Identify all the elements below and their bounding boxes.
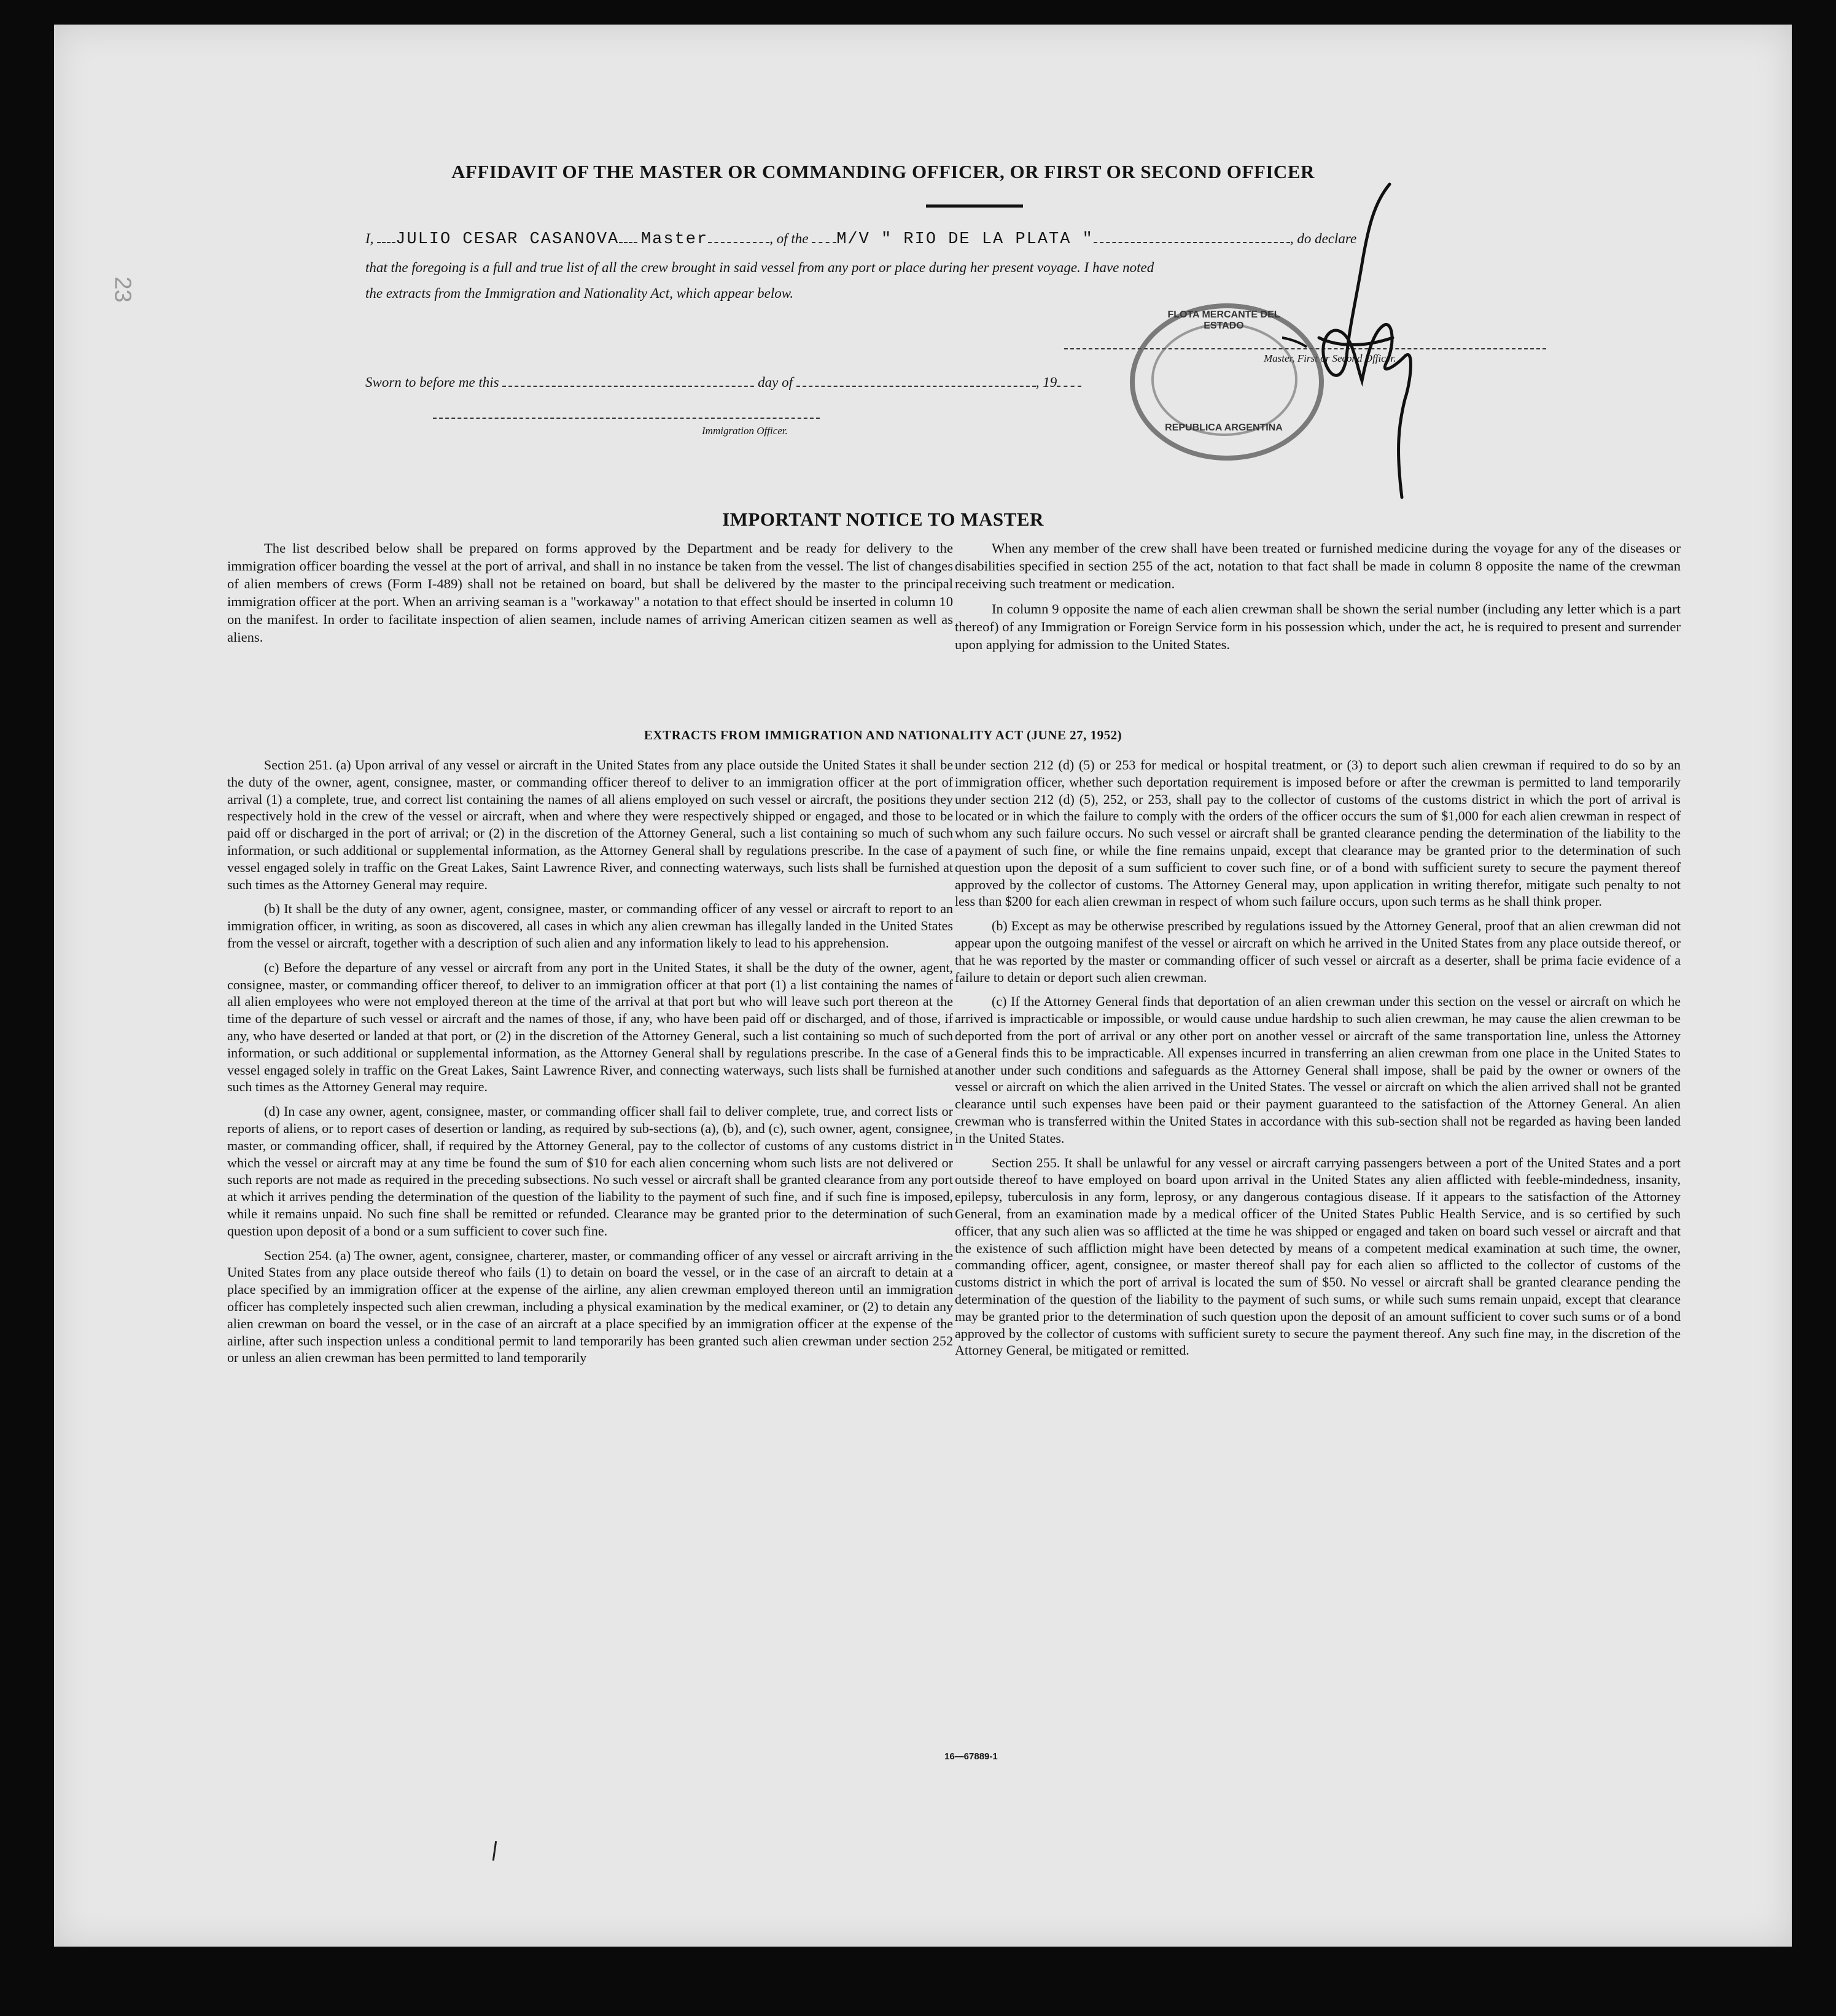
section-251c: (c) Before the departure of any vessel or aircraft from any port in the United States, it shall be the duty of the owner, agent, consignee, master, or commanding officer thereof, to deliver to an immigration officer at that port (1) a list containing the names of all alien employees who were not employed thereon at the time of the arrival at that port but who will leave such port thereon at the time of the departure of such vessel or aircraft and the names of those, if any, who have been paid off or discharged, and of those, if any, who have deserted or landed at that port, or (2) in the discretion of the Attorney General, such a list containing so much of such information, or such additional or supplemental information, as the Attorney General shall by regulations prescribe. In the case of a vessel engaged solely in traffic on the Great Lakes, Saint Lawrence River, and connecting waterways, such lists shall be furnished at such times as the Attorney General may require. [227,959,953,1095]
section-254c: (c) If the Attorney General finds that deportation of an alien crewman under this section on the vessel or aircraft on which he arrived is impracticable or impossible, or would cause undue hardship to such alien crewman, he may cause the alien crewman to be deported from the port of arrival or any other port on another vessel or aircraft of the same transportation line, unless the Attorney General finds this to be impracticable. All expenses incurred in transferring an alien crewman from one place in the United States to another under such conditions and safeguards as the Attorney General shall impose, shall be paid by the owner or owners of the vessel or aircraft on which the alien arrived in the United States. The vessel or aircraft on which the alien arrived shall not be granted clearance until such expenses have been paid or their payment guaranteed to the satisfaction of the Attorney General. An alien crewman who is transferred within the United States in accordance with this sub-section shall not be regarded as having been landed in the United States. [955,994,1681,1146]
officer-rank: Master [640,230,709,249]
section-255: Section 255. It shall be unlawful for any vessel or aircraft carrying passengers between a port of the United States and a port outside thereof to have employed on board upon arrival in the United States any alien afflicted with feeble-mindedness, insanity, epilepsy, tuberculosis in any form, leprosy, or any dangerous contagious disease. If it appears to the satisfaction of the Attorney General, from an examination made by a medical officer of the United States Public Health Service, and is so certified by such officer, that any such alien was so afflicted at the time he was shipped or engaged and taken on board such vessel or aircraft and that the existence of such affliction might have been detected by means of a competent medical examination at such time, the owner, commanding officer, agent, consignee, or master thereof shall pay for each alien so afflicted to the collector of customs of the customs district in which the port of arrival is located the sum of $50. No vessel or aircraft shall be granted clearance pending the determination of the question of the liability to the payment of such sums, or while such sums remain unpaid, except that clearance may be granted prior to the determination of such question upon the deposit of an amount sufficient to cover such sums or of a bond approved by the collector of customs with sufficient surety to secure the payment thereof. Any such fine may, in the discretion of the Attorney General, be mitigated or remitted. [955,1154,1681,1358]
officer-name: JULIO CESAR CASANOVA [395,230,620,249]
handwritten-signature [1282,178,1479,522]
vessel-name: M/V " RIO DE LA PLATA " [836,230,1094,249]
declaration-body-2: the extracts from the Immigration and Nationality Act, which appear below. [365,286,794,301]
section-251d: (d) In case any owner, agent, consignee, master, or commanding officer shall fail to deliver complete, true, and correct lists or reports of aliens, or to report cases of desertion or landing, as required by sub-sections (a), (b), and (c), such owner, agent, consignee, master, or commanding officer, shall, if required by the Attorney General, pay to the collector of customs of any customs district in which the vessel or aircraft may at any time be found the sum of $10 for each alien concerning whom such lists are not delivered or such reports are not made as required in the preceding subsections. No such vessel or aircraft shall be granted clearance from any port at which it arrives pending the determination of the question of the liability to the payment of such fine, and if such fine is imposed, while it remains unpaid. No such fine shall be remitted or refunded. Clearance may be granted prior to the determination of such question upon deposit of a bond or a sum sufficient to cover such fine. [227,1103,953,1239]
title-rule [926,204,1023,208]
do-declare-label: do declare [1297,231,1357,246]
extracts-title: EXTRACTS FROM IMMIGRATION AND NATIONALITY ACT (JUNE 27, 1952) [644,728,1122,742]
declaration-body-1: that the foregoing is a full and true list of all the crew brought in said vessel from any port or place during her present voyage. I have noted [365,260,1154,275]
section-254a-continued: under section 212 (d) (5) or 253 for medical or hospital treatment, or (3) to deport such alien crewman if required to do so by an immigration officer, whether such deportation requirement is imposed before or after the crewman is permitted to land temporarily under section 212 (d) (5), 252, or 253, shall pay to the collector of customs of the customs district in which the port of arrival is located or in which the failure to comply with the orders of the officer occurs the sum of $1,000 for each alien crewman in respect of whom any such failure occurs. No such vessel or aircraft shall be granted clearance pending the determination of the liability to the payment of such fine, or while the fine remains unpaid, except that clearance may be granted prior to the determination of such question upon the deposit of a sum sufficient to cover such fine, or of a bond with sufficient surety to secure the payment thereof approved by the collector of customs. The Attorney General may, upon application in writing therefor, mitigate such penalty to not less than $200 for each alien crewman in respect of whom such failure occurs, upon such terms as he shall think proper. [955,757,1681,909]
extracts-left-column [227,757,953,1374]
stray-mark [492,1841,497,1861]
signer-caption: Master, First or Second Officer. [1264,352,1396,364]
year-prefix: 19 [1043,375,1057,390]
officer-caption: Immigration Officer. [702,425,788,437]
notice-right-paragraph-2: In column 9 opposite the name of each alien crewman shall be shown the serial number (including any letter which is a part thereof) of any Immigration or Foreign Service form in his possession which, under the act, he is required to present and surrender upon applying for admission to the United States. [955,601,1681,652]
margin-page-mark: 23 [109,276,136,303]
notice-title: IMPORTANT NOTICE TO MASTER [722,508,1044,530]
day-of-label: day of [758,375,793,390]
document-page [54,25,1792,1947]
section-254b: (b) Except as may be otherwise prescribed by regulations issued by the Attorney General, proof that an alien crewman did not appear upon the outgoing manifest of the vessel or aircraft on which he arrived in the United States from any place outside thereof, or that he was reported by the master or commanding officer of such vessel or aircraft as a deserter, shall be prima facie evidence of a failure to detain or deport such alien crewman. [955,918,1681,985]
section-254a: Section 254. (a) The owner, agent, consignee, charterer, master, or commanding officer of any vessel or aircraft arriving in the United States from any place outside thereof who fails (1) to detain on board the vessel, or in the case of an aircraft to detain at a place specified by an immigration officer at the expense of the airline, any alien crewman employed thereon until an immigration officer has completely inspected such alien crewman, including a physical examination by the medical examiner, or (2) to detain any alien crewman on board the vessel, or in the case of an aircraft at a place specified by an immigration officer at the expense of the airline, after such inspection unless a conditional permit to land temporarily has been granted such alien crewman under section 252 or unless an alien crewman has been permitted to land temporarily [227,1247,953,1366]
immigration-officer-line [433,418,820,419]
notice-right-paragraph-1: When any member of the crew shall have been treated or furnished medicine during the voyage for any of the diseases or disabilities specified in section 255 of the act, notation to that fact shall be made in column 8 opposite the name of the crewman receiving such treatment or medication. [955,540,1681,591]
notice-left-paragraph: The list described below shall be prepared on forms approved by the Department and be ready for delivery to the immigration officer boarding the vessel at the port of arrival, and shall in no instance be taken from the vessel. The list of changes of alien members of crews (Form I-489) shall not be retained on board, but shall be delivered by the master to the principal immigration officer at the port. When an arriving seaman is a "workaway" a notation to that effect should be inserted in column 10 on the manifest. In order to facilitate inspection of alien seamen, include names of arriving American citizen seamen as well as aliens. [227,540,953,645]
sworn-label: Sworn to before me this [365,375,499,390]
notice-right-column [955,539,1681,661]
sworn-line: Sworn to before me this day of , 19 [365,375,1164,391]
form-code: 16—67889-1 [944,1751,998,1762]
extracts-right-column [955,757,1681,1366]
stamp-bottom-text: REPUBLICA ARGENTINA [1165,422,1283,433]
of-the-label: of the [776,231,809,246]
declaration-line: I, JULIO CESAR CASANOVA Master , of the M/V " RIO DE LA PLATA " , do declare [365,230,1357,249]
section-251a: Section 251. (a) Upon arrival of any vessel or aircraft in the United States from any place outside the United States it shall be the duty of the owner, agent, consignee, master, or commanding officer thereof to deliver to an immigration officer at the port of arrival (1) a complete, true, and correct list containing the names of all aliens employed on such vessel or aircraft, the positions they respectively hold in the crew of the vessel or aircraft, when and where they were respectively shipped or engaged, and those to be paid off or discharged in the port of arrival; or (2) in the discretion of the Attorney General, such a list containing so much of such information, or such additional or supplemental information, as the Attorney General shall by regulations prescribe. In the case of a vessel engaged solely in traffic on the Great Lakes, Saint Lawrence River, and connecting waterways, such lists shall be furnished at such times as the Attorney General may require. [227,757,953,892]
affidavit-title: AFFIDAVIT OF THE MASTER OR COMMANDING OFFICER, OR FIRST OR SECOND OFFICER [451,161,1315,182]
stamp-top-text: FLOTA MERCANTE DEL ESTADO [1167,309,1280,331]
sworn-year-field[interactable] [1057,386,1081,387]
i-label: I, [365,231,374,246]
notice-left-column [227,539,953,653]
section-251b: (b) It shall be the duty of any owner, agent, consignee, master, or commanding officer of any vessel or aircraft to report to an immigration officer, in writing, as soon as discovered, all cases in which any alien crewman has illegally landed in the United States from the vessel or aircraft, together with a description of such alien and any information likely to lead to his apprehension. [227,901,953,951]
sworn-date-field[interactable] [502,386,754,387]
official-stamp-inner-ring [1151,323,1297,436]
sworn-month-field[interactable] [796,386,1036,387]
